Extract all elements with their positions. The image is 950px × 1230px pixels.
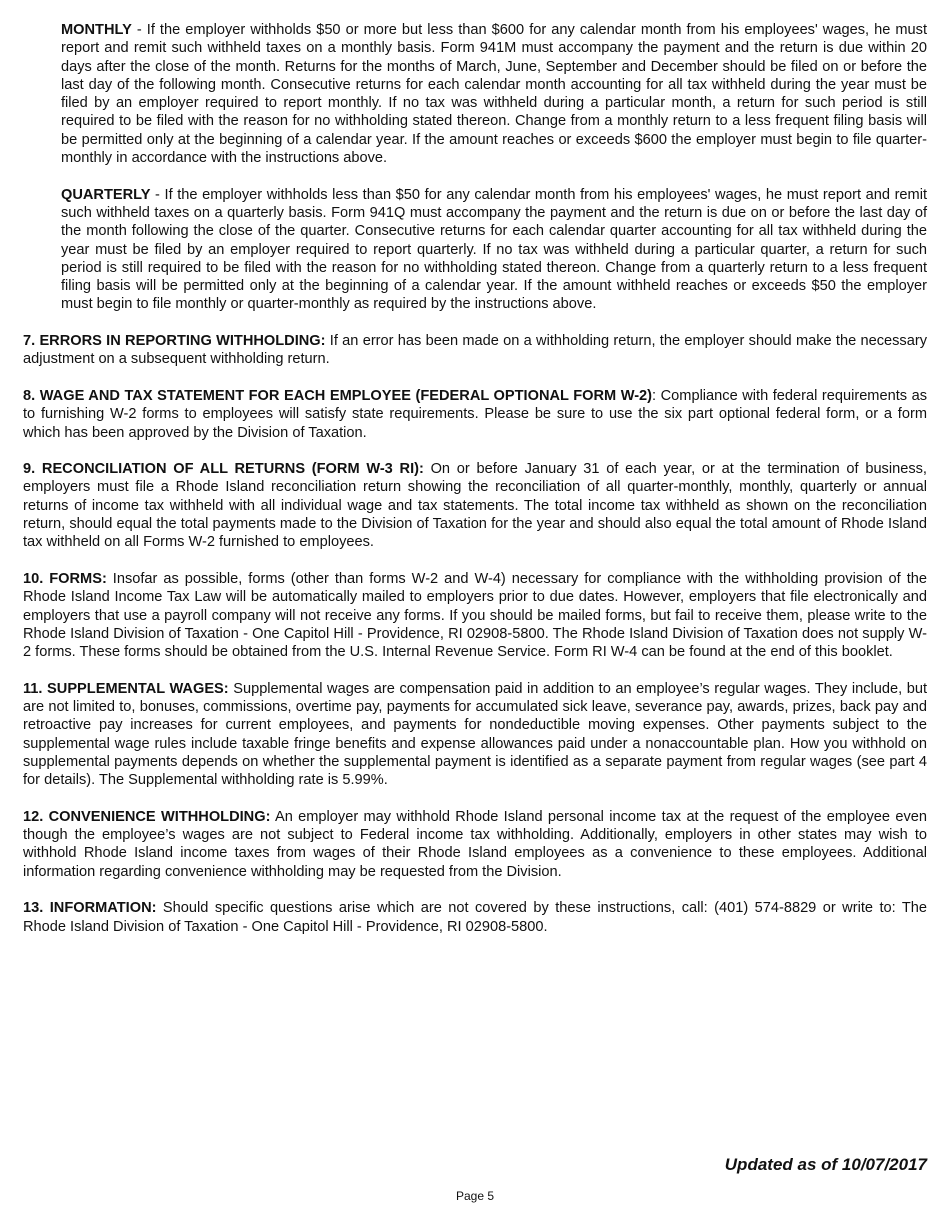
forms-heading: 10. FORMS: — [23, 570, 107, 587]
convenience-paragraph — [23, 808, 927, 881]
monthly-paragraph — [61, 21, 927, 167]
errors-heading: 7. ERRORS IN REPORTING WITHHOLDING: — [23, 333, 326, 350]
convenience-text: An employer may withhold Rhode Island personal income tax at the request of the employee even though the employee’s wages are not subject to Federal income tax withholding. Additionally, employers in other states may wish to withhold Rhode Island income taxes from wages of their Rhode Island employees as a convenience to these employees. Additional information regarding convenience withholding may be requested from the Division. — [23, 808, 927, 880]
quarterly-heading: QUARTERLY — [61, 186, 151, 203]
w2-paragraph — [23, 387, 927, 442]
errors-text: If an error has been made on a withholding return, the employer should make the necessary adjustment on a subsequent withholding return. — [23, 333, 928, 368]
information-paragraph — [23, 899, 927, 936]
reconciliation-text: On or before January 31 of each year, or at the termination of business, employers must file a Rhode Island reconciliation return showing the reconciliation of all quarter-monthly, monthly, quarterly or annual returns of income tax withheld with all individual wage and tax statements. The total income tax withheld as shown on the reconciliation return, should equal the total payments made to the Division of Taxation for the year and should also equal the total amount of Rhode Island tax withheld on all Forms W-2 furnished to employees. — [23, 461, 927, 551]
information-heading: 13. INFORMATION: — [23, 900, 157, 917]
monthly-heading: MONTHLY — [61, 22, 132, 38]
reconciliation-paragraph — [23, 460, 927, 551]
monthly-text: - If the employer withholds $50 or more but less than $600 for any calendar month from his employees' wages, he must report and remit such withheld taxes on a monthly basis. Form 941M must accompany the payment and the return is due within 20 days after the close of the month. Returns for the months of March, June, September and December should be filed on or before the last day of the following month. Consecutive returns for each calendar month accounting for all tax withheld during the year must be filed by an employer required to report monthly. If no tax was withheld during a particular month, a return for such period is still required to be filed with the reason for no withholding stated thereon. Change from a monthly return to a less frequent filing basis will be permitted only at the beginning of a calendar year. If the amount reaches or exceeds $600 the employer must begin to file quarter-monthly in accordance with the instructions above. — [61, 22, 927, 167]
supplemental-heading: 11. SUPPLEMENTAL WAGES: — [23, 680, 229, 697]
quarterly-paragraph — [61, 186, 927, 314]
convenience-heading: 12. CONVENIENCE WITHHOLDING: — [23, 808, 271, 825]
forms-text: Insofar as possible, forms (other than forms W-2 and W-4) necessary for compliance with the withholding provision of the Rhode Island Income Tax Law will be automatically mailed to employers prior to due dates. However, employers that file electronically and employers that use a payroll company will not receive any forms. If you should be mailed forms, but fail to receive them, please write to the Rhode Island Division of Taxation - One Capitol Hill - Providence, RI 02908-5800. The Rhode Island Division of Taxation does not supply W-2 forms. These forms should be obtained from the U.S. Internal Revenue Service. Form RI W-4 can be found at the end of this booklet. — [23, 570, 927, 661]
supplemental-text: Supplemental wages are compensation paid in addition to an employee’s regular wages. They include, but are not limited to, bonuses, commissions, overtime pay, payments for accumulated sick leave, severance pay, awards, prizes, back pay and retroactive pay increases for current employees, and payments for nondeductible moving expenses. Other payments subject to the supplemental wage rules include taxable fringe benefits and expense allowances paid under a nonaccountable plan. How you withhold on supplemental payments depends on whether the supplemental payment is identified as a separate payment from regular wages (see part 4 for details). The Supplemental withholding rate is 5.99%. — [23, 680, 928, 789]
w2-heading: 8. WAGE AND TAX STATEMENT FOR EACH EMPLOYEE (FEDERAL OPTIONAL FORM W-2) — [23, 387, 653, 404]
document-body — [23, 21, 927, 936]
quarterly-text: - If the employer withholds less than $50 for any calendar month from his employees' wages, he must report and remit such withheld taxes on a quarterly basis. Form 941Q must accompany the payment and the return is due on or before the last day of the month following the close of the quarter. Consecutive returns for each calendar quarter accounting for all tax withheld during the year must be filed by an employer required to report quarterly. If no tax was withheld during a particular quarter, a return for such period is still required to be filed with the reason for no withholding stated thereon. Change from a quarterly return to a less frequent filing basis will be permitted only at the beginning of a calendar year. If the amount withheld reaches or exceeds $50 the employer must begin to file monthly or quarter-monthly as required by the instructions above. — [61, 186, 927, 313]
forms-paragraph — [23, 570, 927, 661]
w2-text: : Compliance with federal requirements as to furnishing W-2 forms to employees will satisfy state requirements. Please be sure to use the six part optional federal form, or a form which has been approved by the Division of Taxation. — [23, 387, 928, 441]
errors-paragraph — [23, 332, 927, 369]
updated-date: Updated as of 10/07/2017 — [724, 1155, 927, 1174]
supplemental-paragraph — [23, 680, 927, 790]
reconciliation-heading: 9. RECONCILIATION OF ALL RETURNS (FORM W-3 RI): — [23, 461, 424, 478]
information-text: Should specific questions arise which are not covered by these instructions, call: (401) 574-8829 or write to: The Rhode Island Division of Taxation - One Capitol Hill - Providence, RI 02908-5800. — [23, 900, 928, 935]
page-number: Page 5 — [455, 1189, 495, 1203]
